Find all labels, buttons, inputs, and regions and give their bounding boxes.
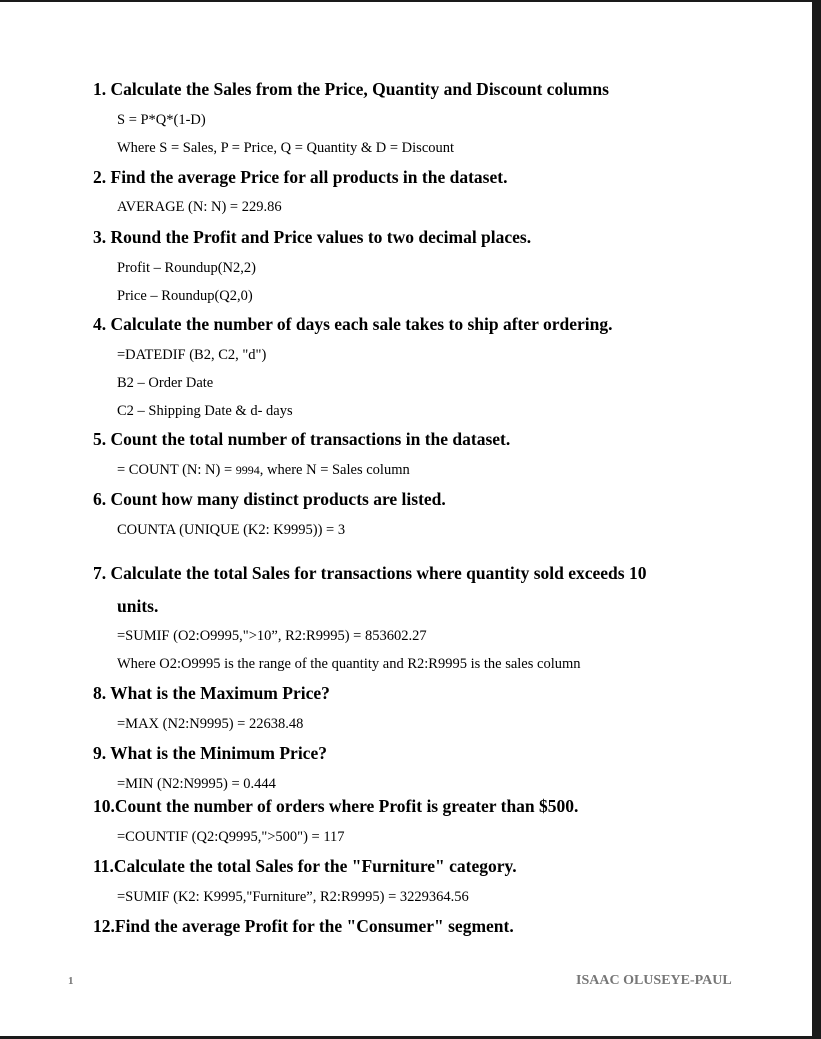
question-5-line-1: = COUNT (N: N) = 9994, where N = Sales column bbox=[117, 462, 410, 478]
question-10-line-1: =COUNTIF (Q2:Q9995,">500") = 117 bbox=[117, 829, 345, 845]
question-2-heading: 2. Find the average Price for all products in the dataset. bbox=[93, 167, 508, 187]
question-text: Calculate the number of days each sale takes to ship after ordering. bbox=[106, 314, 613, 334]
question-text: Find the average Profit for the "Consumer" segment. bbox=[114, 916, 514, 936]
question-11-heading: 11.Calculate the total Sales for the "Furniture" category. bbox=[93, 856, 517, 876]
question-7-line-2: Where O2:O9995 is the range of the quantity and R2:R9995 is the sales column bbox=[117, 656, 581, 672]
question-3-line-1: Profit – Roundup(N2,2) bbox=[117, 260, 256, 276]
question-8-heading: 8. What is the Maximum Price? bbox=[93, 683, 330, 703]
question-8-line-1: =MAX (N2:N9995) = 22638.48 bbox=[117, 716, 304, 732]
question-4-line-2: B2 – Order Date bbox=[117, 375, 214, 391]
page-border-right bbox=[812, 0, 821, 1039]
question-text: What is the Minimum Price? bbox=[106, 743, 327, 763]
question-text: Calculate the total Sales for transactions where quantity sold exceeds 10 bbox=[106, 563, 647, 583]
question-4-line-3: C2 – Shipping Date & d- days bbox=[117, 403, 293, 419]
question-1-line-1: S = P*Q*(1-D) bbox=[117, 112, 206, 128]
question-4-line-1: =DATEDIF (B2, C2, "d") bbox=[117, 347, 267, 363]
question-1-heading: 1. Calculate the Sales from the Price, Quantity and Discount columns bbox=[93, 79, 609, 99]
question-4-heading: 4. Calculate the number of days each sale takes to ship after ordering. bbox=[93, 314, 613, 334]
question-text: Calculate the total Sales for the "Furniture" category. bbox=[113, 856, 517, 876]
question-text: Calculate the Sales from the Price, Quantity and Discount columns bbox=[106, 79, 609, 99]
question-12-heading: 12.Find the average Profit for the "Consumer" segment. bbox=[93, 916, 514, 936]
question-10-heading: 10.Count the number of orders where Profit is greater than $500. bbox=[93, 796, 579, 816]
footer-author: ISAAC OLUSEYE-PAUL bbox=[576, 973, 732, 988]
question-9-line-1: =MIN (N2:N9995) = 0.444 bbox=[117, 776, 276, 792]
question-text: Count the number of orders where Profit is greater than $500. bbox=[114, 796, 579, 816]
question-9-heading: 9. What is the Minimum Price? bbox=[93, 743, 327, 763]
question-text: Round the Profit and Price values to two decimal places. bbox=[106, 227, 532, 247]
question-6-line-1: COUNTA (UNIQUE (K2: K9995)) = 3 bbox=[117, 522, 346, 538]
question-text: Count the total number of transactions in the dataset. bbox=[106, 429, 511, 449]
question-5-heading: 5. Count the total number of transactions in the dataset. bbox=[93, 429, 511, 449]
question-7-heading-continued: units. bbox=[117, 596, 159, 616]
question-1-line-2: Where S = Sales, P = Price, Q = Quantity & D = Discount bbox=[117, 140, 455, 156]
question-3-line-2: Price – Roundup(Q2,0) bbox=[117, 288, 253, 304]
page-number: 1 bbox=[68, 975, 74, 987]
transaction-count: 9994 bbox=[235, 463, 260, 477]
question-3-heading: 3. Round the Profit and Price values to two decimal places. bbox=[93, 227, 532, 247]
question-2-line-1: AVERAGE (N: N) = 229.86 bbox=[117, 199, 282, 215]
question-6-heading: 6. Count how many distinct products are listed. bbox=[93, 489, 446, 509]
question-text: What is the Maximum Price? bbox=[106, 683, 330, 703]
question-text: Count how many distinct products are listed. bbox=[106, 489, 446, 509]
question-text: Find the average Price for all products in the dataset. bbox=[106, 167, 508, 187]
question-11-line-1: =SUMIF (K2: K9995,"Furniture”, R2:R9995) = 3229364.56 bbox=[117, 889, 469, 905]
question-7-heading: 7. Calculate the total Sales for transactions where quantity sold exceeds 10 bbox=[93, 563, 647, 583]
question-7-line-1: =SUMIF (O2:O9995,">10”, R2:R9995) = 853602.27 bbox=[117, 628, 427, 644]
